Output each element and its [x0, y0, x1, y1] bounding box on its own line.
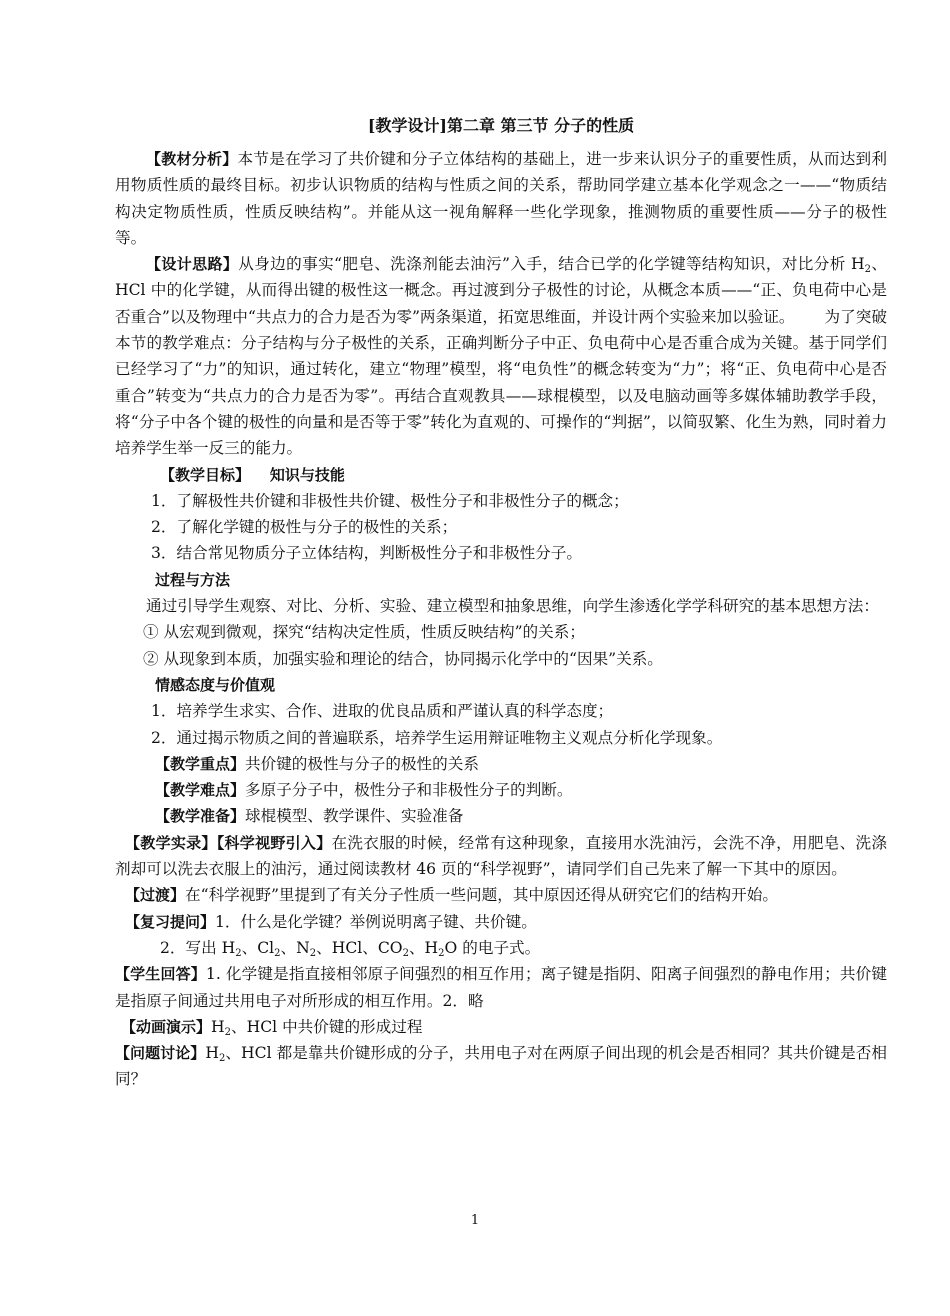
preparation-text: 球棍模型、教学课件、实验准备: [245, 807, 464, 826]
difficulty-text: 多原子分子中，极性分子和非极性分子的判断。: [245, 781, 573, 800]
document-title: [教学设计]第二章 第三节 分子的性质: [367, 116, 635, 135]
design-text-3: 为了突破本节的教学难点：分子结构与分子极性的关系，正确判断分子中正、负电荷中心是否重合成为关键。基于同学们已经学习了“力”的知识，通过转化，建立“物理”模型，将“电负性”的概念转变为“力”；将“正、负电荷中心是否重合”转变为“共点力的合力是否为零”。再结合直观教具——球棍模型，以及电脑动画等多媒体辅助教学手段，将“分子中各个键的极性的向量和是否等于零”转化为直观的、可操作的“判据”，以简驭繁、化生为熟，同时着力培养学生举一反三的能力。: [115, 307, 887, 458]
knowledge-item: 1．了解极性共价键和非极性共价键、极性分子和非极性分子的概念；: [151, 491, 629, 510]
animation-label: 【动画演示】: [121, 1017, 212, 1036]
analysis-text: 本节是在学习了共价键和分子立体结构的基础上，进一步来认识分子的重要性质，从而达到利用物质性质的最终目标。初步认识物质的结构与性质之间的关系，帮助同学建立基本化学观念之一——“物质结构决定物质性质，性质反映结构”。并能从这一视角解释一些化学现象，推测物质的重要性质——分子的极性等。: [115, 150, 887, 247]
design-subscript: 2: [864, 264, 872, 276]
review-paragraph: [115, 909, 887, 935]
key-point-paragraph: [115, 751, 887, 777]
record-paragraph: [115, 830, 887, 883]
document-page: [115, 114, 887, 1093]
transition-label: 【过渡】: [125, 886, 186, 905]
key-point-label: 【教学重点】: [155, 754, 246, 773]
animation-paragraph: 【动画演示】$H_2$、HCl 中共价键的形成过程: [121, 1017, 423, 1038]
answer-label: 【学生回答】: [115, 965, 206, 984]
key-point-text: 共价键的极性与分子的极性的关系: [245, 754, 479, 773]
difficulty-label: 【教学难点】: [155, 781, 246, 800]
goals-label: 【教学目标】: [160, 465, 251, 484]
goals-heading: [115, 462, 887, 488]
review-question-1: 1．什么是化学键？举例说明离子键、共价键。: [215, 912, 537, 931]
knowledge-item: 3．结合常见物质分子立体结构，判断极性分子和非极性分子。: [151, 544, 582, 563]
preparation-label: 【教学准备】: [155, 807, 246, 826]
record-label: 【教学实录】【科学视野引入】: [125, 833, 332, 852]
analysis-paragraph: [115, 146, 887, 251]
knowledge-item: 2．了解化学键的极性与分子的极性的关系；: [151, 518, 458, 537]
page-number: 1: [470, 1213, 480, 1228]
review-label: 【复习提问】: [125, 912, 216, 931]
process-heading: 过程与方法: [155, 570, 231, 589]
answer-text: 1. 化学键是指直接相邻原子间强烈的相互作用；离子键是指阴、阳离子间强烈的静电作用；共价键是指原子间通过共用电子对所形成的相互作用。2．略: [115, 965, 887, 1010]
process-text: 通过引导学生观察、对比、分析、实验、建立模型和抽象思维，向学生渗透化学学科研究的基本思想方法：: [146, 597, 879, 616]
design-paragraph: [115, 251, 887, 461]
design-text-2: 、HCl 中的化学键，从而得出键的极性这一概念。再过渡到分子极性的讨论，从概念本质——“正、负电荷中心是否重合”以及物理中“共点力的合力是否为零”两条渠道，拓宽思维面，并设计两个实验来加以验证。: [115, 255, 887, 326]
review-question-2: 2．写出 $H_2$、$Cl_2$、$N_2$、HCl、$CO_2$、$H_2O$ 的电子式。: [160, 938, 541, 959]
preparation-paragraph: [115, 803, 887, 829]
record-text: 在洗衣服的时候，经常有这种现象，直接用水洗油污，会洗不净，用肥皂、洗涤剂却可以洗去衣服上的油污，通过阅读教材 46 页的“科学视野”，请同学们自己先来了解一下其中的原因。: [115, 833, 887, 879]
discussion-label: 【问题讨论】: [115, 1044, 206, 1063]
answer-paragraph: [115, 961, 887, 1014]
process-item: ② 从现象到本质，加强实验和理论的结合，协同揭示化学中的“因果”关系。: [143, 649, 663, 668]
difficulty-paragraph: [115, 777, 887, 803]
design-text-1: 从身边的事实“肥皂、洗涤剂能去油污”入手，结合已学的化学键等结构知识，对比分析 H: [238, 255, 865, 274]
transition-paragraph: [115, 882, 887, 908]
emotion-heading: 情感态度与价值观: [155, 675, 276, 694]
emotion-item: 1．培养学生求实、合作、进取的优良品质和严谨认真的科学态度；: [151, 702, 614, 721]
process-item: ① 从宏观到微观，探究“结构决定性质，性质反映结构”的关系；: [143, 623, 585, 642]
emotion-item: 2．通过揭示物质之间的普遍联系，培养学生运用辩证唯物主义观点分析化学现象。: [151, 728, 723, 747]
transition-text: 在“科学视野”里提到了有关分子性质一些问题，其中原因还得从研究它们的结构开始。: [185, 886, 778, 905]
discussion-paragraph: 【问题讨论】$H_2$、HCl 都是靠共价键形成的分子，共用电子对在两原子间出现的机会是否相同？其共价键是否相同？: [115, 1044, 887, 1089]
knowledge-heading: 知识与技能: [269, 465, 345, 484]
design-label: 【设计思路】: [146, 255, 239, 274]
analysis-label: 【教材分析】: [146, 150, 238, 168]
